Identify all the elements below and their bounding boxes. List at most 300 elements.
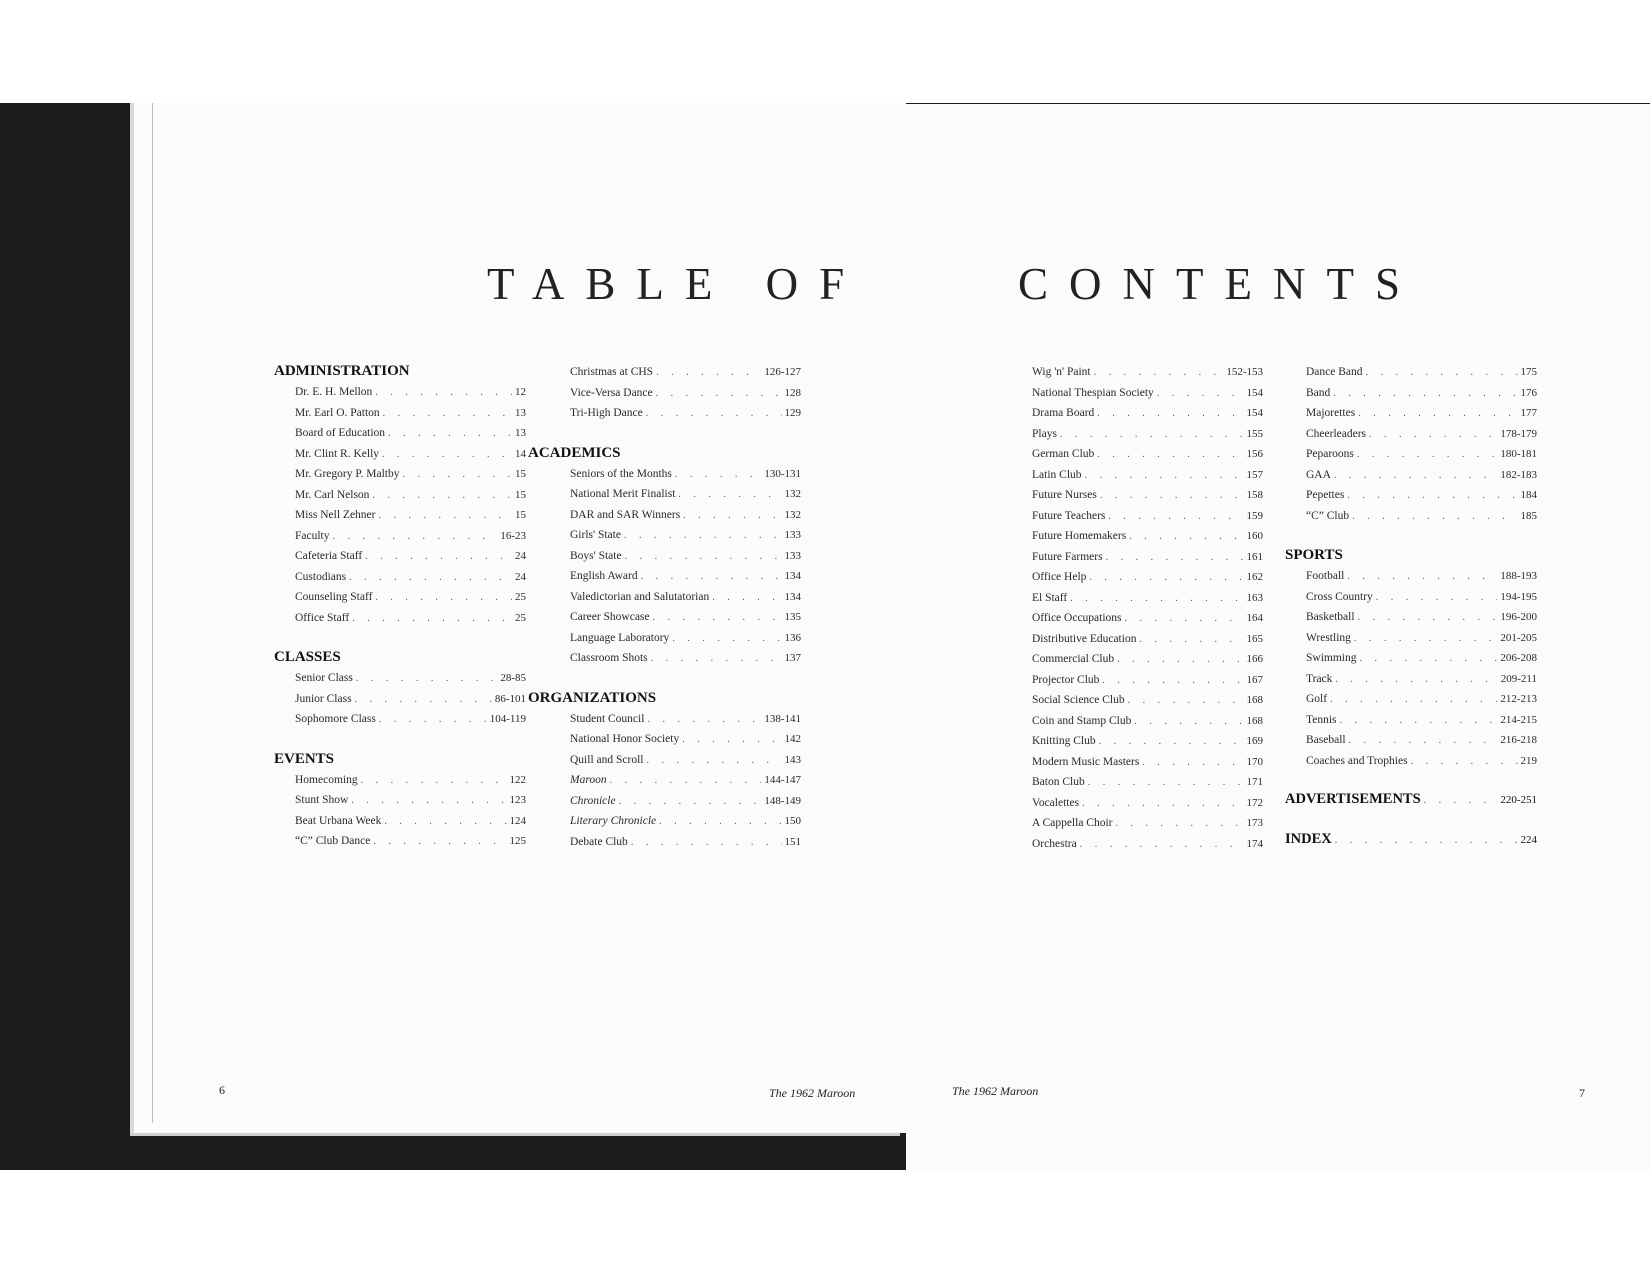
dot-leader [1060,425,1244,446]
toc-entry [1011,588,1263,609]
entry-page-number: 174 [1246,837,1263,850]
dot-leader [1088,773,1244,794]
dot-leader [1094,363,1224,384]
entry-label: Mr. Clint R. Kelly [295,447,380,460]
entry-page-number: 157 [1246,468,1263,481]
dot-leader [1359,649,1497,670]
entry-page-number: 151 [784,835,801,848]
dot-leader [653,608,782,629]
entry-label: Peparoons [1306,448,1354,460]
toc-entry [1285,506,1537,527]
heading-left: TABLE OF [487,259,866,309]
dot-leader [1411,752,1518,773]
entry-label: Majorettes [1306,407,1356,419]
entry-label: Knitting Club [1032,735,1096,747]
dot-leader [683,506,781,527]
entry-page-number: 178-179 [1500,427,1537,440]
entry-page-number: 125 [509,835,526,847]
entry-page-number: 180-181 [1500,448,1537,460]
toc-entry [1285,669,1537,690]
toc-entry [274,831,526,852]
toc-entry [274,546,526,567]
toc-entry [1011,649,1263,670]
toc-entry [549,525,801,546]
entry-label: Seniors of the Months [570,467,672,480]
entry-label: Tri-High Dance [570,407,643,419]
dot-leader [1139,630,1243,651]
entry-label: Plays [1032,427,1057,440]
entry-page-number: 15 [515,488,526,501]
dot-leader [1335,670,1497,691]
entry-page-number: 12 [515,386,526,398]
entry-page-number: 188-193 [1500,570,1537,582]
toc-entry [1285,689,1537,710]
toc-entry [1011,485,1263,506]
toc-entry [1011,383,1263,404]
entry-label: Vice-Versa Dance [570,386,653,399]
dot-leader [646,404,782,425]
dot-leader [1330,690,1497,711]
entry-label: DAR and SAR Winners [570,508,681,521]
toc-entry [1011,567,1263,588]
left-running-title: The 1962 Maroon [769,1086,856,1100]
dot-leader [1142,753,1243,774]
entry-page-number: 143 [784,753,801,766]
toc-entry [1285,710,1537,731]
entry-page-number: 175 [1520,366,1537,378]
toc-entry [549,832,801,853]
dot-leader [1102,671,1243,692]
entry-page-number: 133 [784,549,801,562]
entry-label: Baton Club [1032,776,1085,788]
entry-label: Cross Country [1306,590,1373,603]
toc-entry [549,628,801,649]
entry-page-number: 134 [784,570,801,582]
toc-entry [549,709,801,730]
toc-entry [549,484,801,505]
entry-label: Modern Music Masters [1032,755,1140,768]
toc-entry [1285,485,1537,506]
toc-entry [274,505,526,526]
entry-page-number: 129 [784,407,801,419]
toc-section-heading: ORGANIZATIONS [528,689,657,706]
toc-section-heading: SPORTS [1285,547,1343,563]
toc-entry [274,770,526,791]
toc-entry [274,587,526,608]
toc-entry [1011,424,1263,445]
toc-entry [549,587,801,608]
entry-label: Classroom Shots [570,652,648,664]
dot-leader [378,506,512,527]
toc-section-heading: ADMINISTRATION [274,363,410,379]
entry-page-number: 135 [784,611,801,623]
entry-label: Stunt Show [295,794,349,806]
dot-leader [656,384,782,405]
entry-label: Mr. Gregory P. Maltby [295,468,400,480]
entry-label: Student Council [570,712,645,725]
toc-entry [549,750,801,771]
toc-entry [1011,813,1263,834]
dot-leader [351,791,506,812]
toc-entry [549,791,801,812]
entry-label: Pepettes [1306,489,1345,501]
entry-label: Christmas at CHS [570,366,654,378]
dot-leader [349,568,512,589]
entry-label: Golf [1306,693,1328,705]
entry-page-number: 158 [1246,489,1263,501]
toc-entry [274,790,526,811]
entry-label: Chronicle [570,794,616,807]
entry-page-number: 15 [515,509,526,521]
toc-section-heading: CLASSES [274,649,341,665]
entry-page-number: 16-23 [500,529,526,542]
entry-page-number: 134 [784,590,801,603]
entry-page-number: 137 [784,652,801,664]
entry-label: Tennis [1306,713,1337,726]
toc-entry [1285,444,1537,465]
toc-section-heading: EVENTS [274,750,335,767]
entry-page-number: 132 [784,508,801,521]
entry-label: El Staff [1032,591,1068,604]
entry-page-number: 224 [1520,834,1537,846]
entry-label: Counseling Staff [295,591,373,603]
entry-page-number: 142 [784,733,801,745]
dot-leader [1347,567,1497,588]
entry-page-number: 15 [515,468,526,480]
toc-entry [549,770,801,791]
dot-leader [382,445,512,466]
dot-leader [1347,486,1517,507]
toc-entry [274,403,526,424]
toc-entry [1285,403,1537,424]
toc-column-1 [274,361,526,852]
entry-page-number: 132 [784,488,801,500]
dot-leader [1128,691,1244,712]
dot-leader [1334,466,1497,487]
dot-leader [1116,814,1244,835]
entry-page-number: 220-251 [1500,794,1537,806]
entry-page-number: 162 [1246,571,1263,583]
entry-label: Coaches and Trophies [1306,754,1408,767]
dot-leader [659,812,781,833]
entry-label: Sophomore Class [295,713,376,725]
entry-label: Drama Board [1032,407,1095,419]
entry-label: National Merit Finalist [570,488,676,500]
right-running-title: The 1962 Maroon [952,1084,1039,1098]
entry-page-number: 28-85 [500,672,526,684]
toc-entry [1011,670,1263,691]
dot-leader [656,363,761,384]
entry-label: Dr. E. H. Mellon [295,386,373,398]
entry-page-number: 25 [515,611,526,624]
entry-label: Office Occupations [1032,612,1122,624]
entry-page-number: 138-141 [764,712,801,725]
heading-right: CONTENTS [1018,259,1421,309]
entry-label: Track [1306,672,1333,685]
entry-page-number: 124 [509,814,526,827]
dot-leader [1340,711,1498,732]
entry-label: Dance Band [1306,366,1363,378]
entry-page-number: 133 [784,529,801,541]
toc-entry [274,423,526,444]
dot-leader [365,547,512,568]
entry-page-number: 212-213 [1500,693,1537,705]
entry-label: Future Farmers [1032,550,1103,563]
entry-page-number: 14 [515,447,526,460]
dot-leader [384,812,506,833]
dot-leader [333,527,498,548]
entry-page-number: 155 [1246,427,1263,440]
dot-leader [1424,790,1498,811]
entry-page-number: 161 [1246,550,1263,563]
toc-column-4 [1285,362,1537,850]
toc-entry [1011,690,1263,711]
toc-section-entry [1285,789,1537,810]
toc-entry [549,464,801,485]
entry-label: Girls' State [570,529,621,541]
entry-page-number: 168 [1246,694,1263,706]
dot-leader [1106,548,1244,569]
entry-label: Vocalettes [1032,796,1080,809]
entry-page-number: 148-149 [764,794,801,807]
entry-label: Band [1306,386,1331,399]
entry-page-number: 172 [1246,796,1263,809]
dot-leader [1117,650,1243,671]
entry-label: “C” Club Dance [295,835,371,847]
entry-label: Mr. Carl Nelson [295,488,370,501]
toc-entry [1011,403,1263,424]
toc-entry [1285,587,1537,608]
toc-entry [549,566,801,587]
entry-page-number: 166 [1246,653,1263,665]
entry-label: Junior Class [295,692,352,705]
entry-label: INDEX [1285,831,1332,847]
entry-page-number: 136 [784,631,801,644]
toc-entry [1285,751,1537,772]
entry-label: Mr. Earl O. Patton [295,406,380,419]
toc-entry [1011,526,1263,547]
dot-leader [1354,629,1497,650]
left-page-number: 6 [219,1083,225,1097]
entry-page-number: 185 [1520,509,1537,522]
toc-entry [549,811,801,832]
entry-label: Baseball [1306,734,1346,746]
toc-entry [1011,465,1263,486]
entry-page-number: 168 [1246,714,1263,727]
dot-leader [372,486,512,507]
entry-page-number: 24 [515,550,526,562]
entry-label: Boys' State [570,549,622,562]
entry-label: GAA [1306,468,1331,481]
entry-page-number: 123 [509,794,526,806]
entry-page-number: 176 [1520,386,1537,399]
entry-label: Latin Club [1032,468,1082,481]
dot-leader [1097,445,1243,466]
dot-leader [1357,445,1497,466]
entry-label: English Award [570,570,638,582]
entry-page-number: 196-200 [1500,611,1537,623]
toc-section-entry [1285,829,1537,850]
entry-label: Homecoming [295,773,358,786]
entry-label: Social Science Club [1032,694,1125,706]
dot-leader [1134,712,1243,733]
dot-leader [1089,568,1243,589]
toc-entry [1011,731,1263,752]
entry-label: Cheerleaders [1306,427,1367,440]
dot-leader [1349,731,1498,752]
entry-page-number: 152-153 [1226,366,1263,378]
toc-entry [274,464,526,485]
entry-page-number: 126-127 [764,366,801,378]
dot-leader [373,832,506,853]
entry-label: Projector Club [1032,673,1100,686]
toc-entry [274,567,526,588]
dot-leader [402,465,512,486]
dot-leader [646,751,781,772]
entry-label: A Cappella Choir [1032,817,1113,829]
entry-page-number: 170 [1246,755,1263,768]
entry-page-number: 13 [515,427,526,439]
toc-entry [549,505,801,526]
dot-leader [1108,507,1243,528]
toc-entry [274,382,526,403]
toc-entry [1011,772,1263,793]
entry-page-number: 154 [1246,407,1263,419]
dot-leader [1100,486,1244,507]
toc-entry [1285,383,1537,404]
dot-leader [624,526,782,547]
entry-page-number: 86-101 [494,692,526,705]
toc-entry [1011,752,1263,773]
entry-page-number: 163 [1246,591,1263,604]
toc-entry [274,811,526,832]
dot-leader [1125,609,1244,630]
dot-leader [355,690,492,711]
dot-leader [1070,589,1243,610]
toc-entry [1011,629,1263,650]
toc-entry [274,608,526,629]
dot-leader [651,649,782,670]
entry-page-number: 177 [1520,407,1537,419]
entry-page-number: 201-205 [1500,631,1537,644]
toc-entry [1011,793,1263,814]
entry-label: Office Help [1032,571,1087,583]
dot-leader [1376,588,1498,609]
toc-entry [1011,362,1263,383]
entry-page-number: 165 [1246,632,1263,645]
toc-entry [1285,362,1537,383]
dot-leader [388,424,512,445]
dot-leader [1157,384,1244,405]
dot-leader [352,609,512,630]
entry-label: Cafeteria Staff [295,550,363,562]
entry-page-number: 122 [509,773,526,786]
toc-entry [1285,607,1537,628]
entry-label: Future Nurses [1032,489,1097,501]
dot-leader [1080,835,1244,856]
entry-page-number: 150 [784,815,801,827]
entry-page-number: 171 [1246,776,1263,788]
entry-label: Future Homemakers [1032,530,1127,542]
entry-page-number: 130-131 [764,467,801,480]
dot-leader [619,792,762,813]
entry-label: Faculty [295,529,330,542]
dot-leader [379,710,487,731]
toc-column-3 [1011,362,1263,854]
dot-leader [375,588,512,609]
entry-label: Wig 'n' Paint [1032,366,1091,378]
dot-leader [1358,608,1498,629]
entry-page-number: 159 [1246,509,1263,522]
entry-label: Future Teachers [1032,509,1106,522]
entry-label: Basketball [1306,611,1355,623]
entry-page-number: 128 [784,386,801,399]
toc-entry [549,362,801,383]
toc-entry [274,668,526,689]
toc-entry [274,709,526,730]
entry-label: Orchestra [1032,837,1077,850]
dot-leader [672,629,781,650]
entry-label: German Club [1032,448,1095,460]
toc-entry [549,383,801,404]
toc-entry [1011,711,1263,732]
entry-label: Valedictorian and Salutatorian [570,590,710,603]
toc-entry [1285,424,1537,445]
entry-label: Swimming [1306,652,1357,664]
dot-leader [641,567,782,588]
dot-leader [375,383,512,404]
entry-page-number: 24 [515,570,526,583]
entry-page-number: 144-147 [764,774,801,786]
entry-label: Senior Class [295,672,353,684]
entry-label: Football [1306,570,1345,582]
entry-page-number: 104-119 [489,713,526,725]
entry-label: Coin and Stamp Club [1032,714,1132,727]
entry-page-number: 154 [1246,386,1263,399]
dot-leader [1366,363,1518,384]
toc-column-2 [528,362,801,852]
dot-leader [1129,527,1243,548]
toc-entry [1011,834,1263,855]
dot-leader [1097,404,1243,425]
entry-label: Language Laboratory [570,631,670,644]
toc-entry [1285,730,1537,751]
entry-page-number: 167 [1246,673,1263,686]
entry-label: Custodians [295,570,347,583]
entry-label: Office Staff [295,611,350,624]
toc-entry [549,729,801,750]
dot-leader [631,833,782,854]
dot-leader [1085,466,1244,487]
toc-entry [1285,648,1537,669]
entry-label: Distributive Education [1032,632,1137,645]
toc-entry [1011,444,1263,465]
toc-entry [549,403,801,424]
toc-entry [1285,628,1537,649]
dot-leader [356,669,498,690]
toc-entry [1285,566,1537,587]
entry-label: Wrestling [1306,631,1351,644]
dot-leader [712,588,781,609]
dot-leader [682,730,781,751]
entry-page-number: 194-195 [1500,590,1537,603]
entry-label: Miss Nell Zehner [295,509,376,521]
entry-page-number: 209-211 [1500,672,1537,685]
entry-label: Career Showcase [570,611,650,623]
dot-leader [678,485,781,506]
entry-label: Debate Club [570,835,628,848]
entry-page-number: 182-183 [1500,468,1537,481]
